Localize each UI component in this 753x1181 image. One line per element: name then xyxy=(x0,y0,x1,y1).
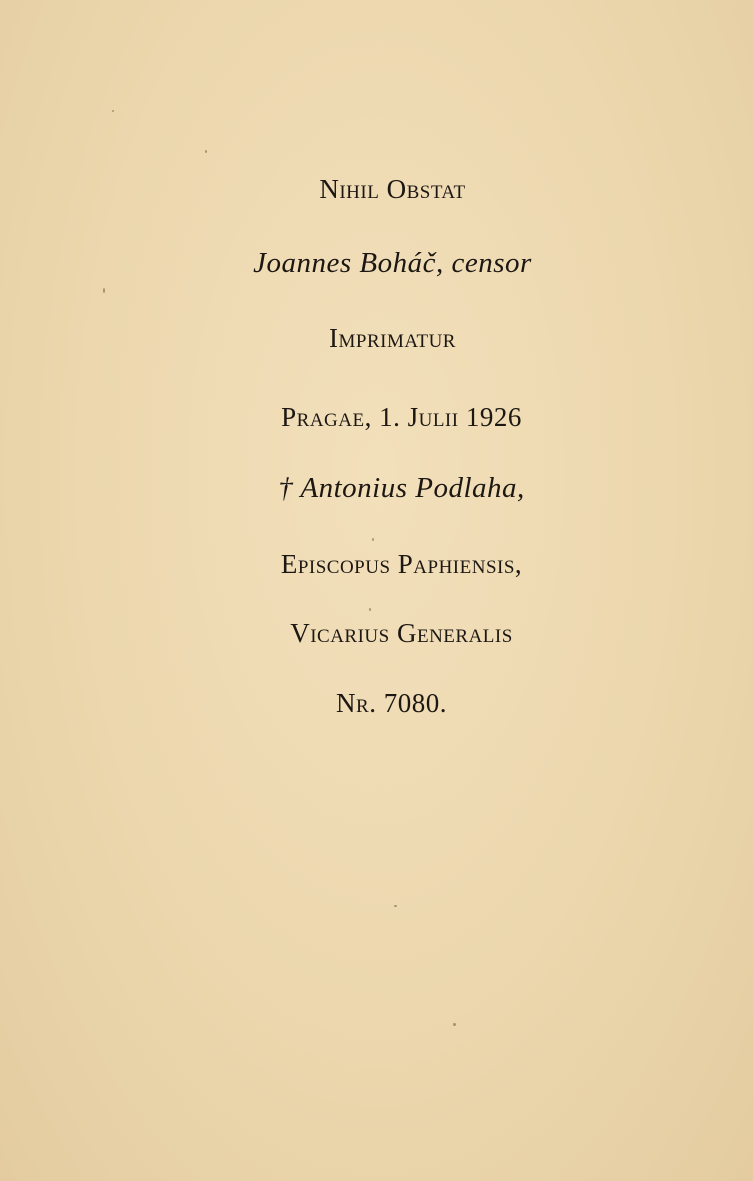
imprimatur-heading: Imprimatur xyxy=(329,323,456,353)
reference-number: Nr. 7080. xyxy=(336,688,447,718)
paper-speck xyxy=(372,538,374,541)
paper-speck xyxy=(103,288,105,293)
signatory-line: † Antonius Podlaha, xyxy=(278,472,525,504)
vicar-title-line: Vicarius Generalis xyxy=(290,618,513,648)
paper-speck xyxy=(205,150,207,153)
place-date-line: Pragae, 1. Julii 1926 xyxy=(281,402,522,432)
nihil-obstat-heading: Nihil Obstat xyxy=(319,174,466,204)
paper-speck xyxy=(394,905,397,907)
bishop-title-line: Episcopus Paphiensis, xyxy=(280,549,523,579)
paper-speck xyxy=(369,608,371,611)
paper-speck xyxy=(453,1023,456,1026)
censor-line: Joannes Boháč, censor xyxy=(253,247,532,279)
paper-speck xyxy=(112,110,114,112)
